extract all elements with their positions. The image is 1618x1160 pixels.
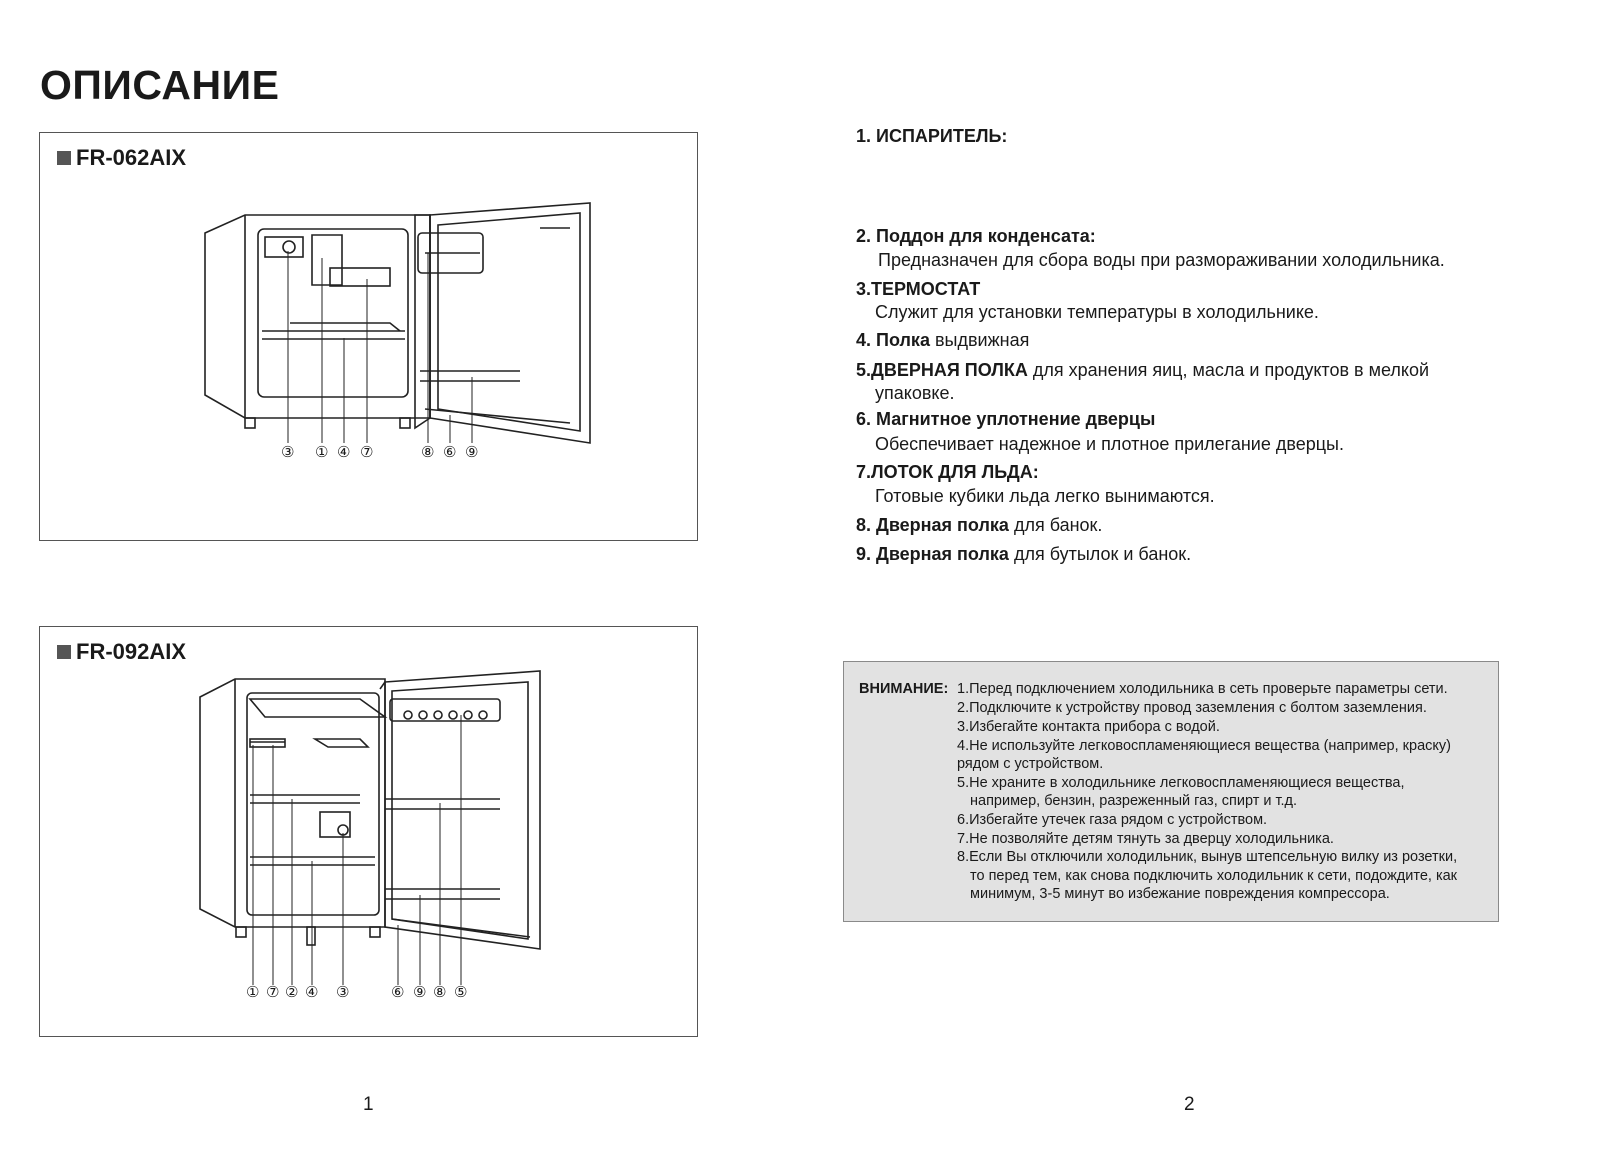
fridge-diagram-fr062aix xyxy=(40,133,699,542)
warning-line: рядом с устройством. xyxy=(957,756,1104,772)
warning-label: ВНИМАНИЕ: xyxy=(859,681,949,697)
model-name: FR-062AIX xyxy=(76,145,187,170)
warning-line: минимум, 3-5 минут во избежание повреждения компрессора. xyxy=(970,886,1390,902)
page-number-left: 1 xyxy=(363,1094,374,1115)
warning-line: 2.Подключите к устройству провод заземления с болтом заземления. xyxy=(957,700,1427,716)
callout-4: ④ xyxy=(337,444,351,461)
warning-line: 3.Избегайте контакта прибора с водой. xyxy=(957,719,1220,735)
part-desc-2: Предназначен для сбора воды при размораживании холодильника. xyxy=(878,250,1445,270)
callout-3: ③ xyxy=(281,444,295,461)
fridge-diagram-fr092aix xyxy=(40,627,699,1038)
warning-line: 7.Не позволяйте детям тянуть за дверцу холодильника. xyxy=(957,831,1334,847)
warning-line: то перед тем, как снова подключить холодильник к сети, подождите, как xyxy=(970,868,1458,884)
callout-4: ④ xyxy=(305,984,319,1001)
callout-9: ⑨ xyxy=(413,984,427,1001)
part-item-8: 8. Дверная полка для банок. xyxy=(856,515,1103,535)
warning-line: 4.Не используйте легковоспламеняющиеся вещества (например, краску) xyxy=(957,738,1451,754)
warning-line: 1.Перед подключением холодильника в сеть проверьте параметры сети. xyxy=(957,681,1448,697)
part-item-7: 7.ЛОТОК ДЛЯ ЛЬДА: xyxy=(856,462,1039,482)
callout-5: ⑤ xyxy=(454,984,468,1001)
part-item-3: 3.ТЕРМОСТАТ xyxy=(856,279,981,299)
page-number-right: 2 xyxy=(1184,1094,1195,1115)
callout-3: ③ xyxy=(336,984,350,1001)
warning-line: например, бензин, разреженный газ, спирт и т.д. xyxy=(970,793,1298,809)
warning-line: 8.Если Вы отключили холодильник, вынув штепсельную вилку из розетки, xyxy=(957,849,1458,865)
warning-line: 6.Избегайте утечек газа рядом с устройством. xyxy=(957,812,1268,828)
page-title: ОПИСАНИЕ xyxy=(40,62,280,108)
part-desc-7: Готовые кубики льда легко вынимаются. xyxy=(875,486,1215,506)
callout-2: ② xyxy=(285,984,299,1001)
callout-1: ① xyxy=(246,984,260,1001)
part-item-6: 6. Магнитное уплотнение дверцы xyxy=(856,409,1156,429)
part-item-4: 4. Полка выдвижная xyxy=(856,330,1030,350)
callout-8: ⑧ xyxy=(421,444,435,461)
model-name: FR-092AIX xyxy=(76,639,187,664)
part-item-5: 5.ДВЕРНАЯ ПОЛКА для хранения яиц, масла и продуктов в мелкой xyxy=(856,360,1430,380)
callout-6: ⑥ xyxy=(443,444,457,461)
callout-7: ⑦ xyxy=(266,984,280,1001)
part-desc-3: Служит для установки температуры в холодильнике. xyxy=(875,302,1319,322)
model-panel-fr092aix xyxy=(39,626,698,1037)
model-panel-fr062aix xyxy=(39,132,698,541)
callout-1: ① xyxy=(315,444,329,461)
warning-line: 5.Не храните в холодильнике легковоспламеняющиеся вещества, xyxy=(957,775,1405,791)
part-desc-5: упаковке. xyxy=(875,383,955,403)
part-item-2: 2. Поддон для конденсата: xyxy=(856,226,1096,246)
part-desc-6: Обеспечивает надежное и плотное прилегание дверцы. xyxy=(875,434,1344,454)
callout-6: ⑥ xyxy=(391,984,405,1001)
callout-7: ⑦ xyxy=(360,444,374,461)
callout-9: ⑨ xyxy=(465,444,479,461)
part-item-9: 9. Дверная полка для бутылок и банок. xyxy=(856,544,1192,564)
warning-box xyxy=(843,661,1499,922)
callout-8: ⑧ xyxy=(433,984,447,1001)
part-item-1: 1. ИСПАРИТЕЛЬ: xyxy=(856,126,1008,146)
